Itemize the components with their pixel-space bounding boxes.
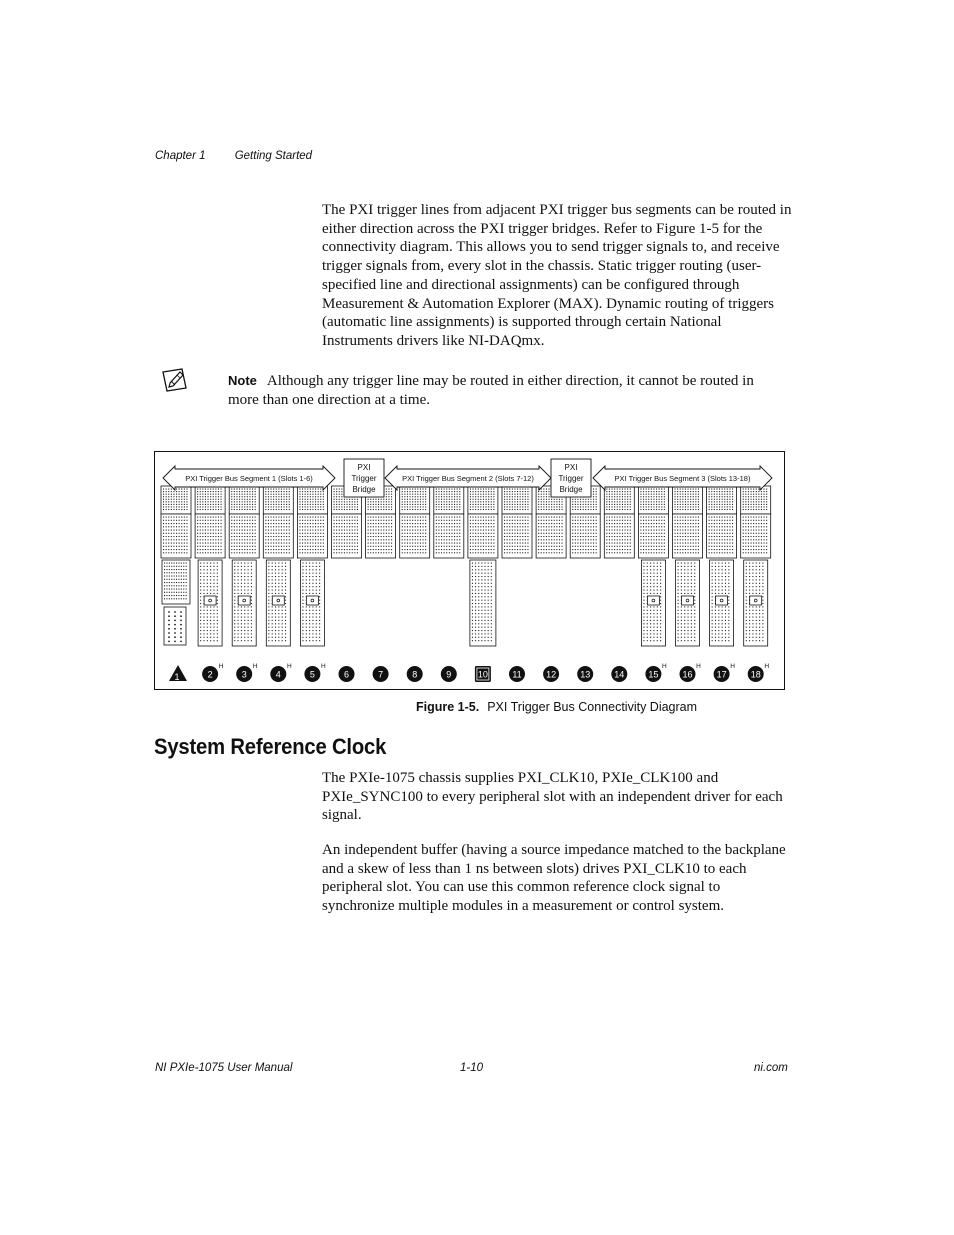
figure-title: PXI Trigger Bus Connectivity Diagram bbox=[487, 700, 698, 714]
trigger-bridge-2-label-line: Bridge bbox=[559, 485, 583, 494]
slot-number-label: 1 bbox=[174, 672, 180, 682]
slot-number-label: 15 bbox=[648, 669, 659, 680]
hybrid-slot-marker: H bbox=[662, 663, 667, 670]
slot-18-key bbox=[750, 596, 762, 605]
slot-1-aux-pin bbox=[180, 641, 182, 643]
intro-paragraph: The PXI trigger lines from adjacent PXI trigger bus segments can be routed in either direction across the PXI trigger bridges. Refer to Figure 1-5 for the connectivity diagram. This allows you to send trigger signals to, and receive trigger signals from, every slot in the chassis. Static trigger routing (user-specified line and directional assignments) can be configured through Measurement & Automation Explorer (MAX). Dynamic routing of triggers (automatic line assignments) is supported through certain National Instruments drivers like NI-DAQmx. bbox=[322, 202, 792, 349]
figure-caption bbox=[416, 700, 697, 714]
hybrid-slot-marker: H bbox=[764, 663, 770, 670]
slot-2-key bbox=[204, 596, 216, 605]
section-heading: System Reference Clock bbox=[154, 734, 387, 759]
slot-number-label: 12 bbox=[546, 669, 557, 680]
slot-1-aux-pin bbox=[180, 615, 182, 617]
section-label: Getting Started bbox=[234, 150, 313, 162]
slot-1-aux-pin bbox=[168, 624, 170, 626]
note-pencil-icon bbox=[160, 366, 190, 394]
hybrid-slot-marker: H bbox=[730, 663, 735, 670]
slot-1-aux-pin bbox=[180, 632, 182, 634]
slot-10-timing-connector-frame bbox=[470, 560, 496, 646]
slot-17-key bbox=[716, 596, 728, 605]
slot-number-label: 13 bbox=[580, 669, 591, 680]
slot-number-label: 5 bbox=[309, 669, 315, 680]
slot-1-aux-pin bbox=[174, 636, 176, 638]
slot-1-aux-pin bbox=[174, 624, 176, 626]
hybrid-slot-marker: H bbox=[252, 663, 258, 670]
slot-number-label: 4 bbox=[275, 669, 281, 680]
slot-number-label: 18 bbox=[750, 669, 761, 680]
note-label: Note bbox=[228, 373, 257, 388]
slot-1-aux-pin bbox=[168, 632, 170, 634]
footer-website: ni.com bbox=[754, 1062, 788, 1074]
slot-1-aux-pin bbox=[180, 636, 182, 638]
slot-number-label: 6 bbox=[343, 669, 350, 680]
footer-manual-title: NI PXIe-1075 User Manual bbox=[155, 1062, 293, 1074]
slot-1-aux-pin bbox=[174, 628, 176, 630]
slot-number-label: 11 bbox=[512, 669, 522, 680]
running-header bbox=[155, 150, 312, 162]
bus-segment-3-label: PXI Trigger Bus Segment 3 (Slots 13-18) bbox=[614, 474, 751, 483]
slot-1-aux-pin bbox=[168, 636, 170, 638]
trigger-bridge-1-label-line: Trigger bbox=[351, 474, 377, 483]
hybrid-slot-marker: H bbox=[321, 663, 326, 670]
slot-1-aux-pin bbox=[174, 632, 176, 634]
footer-page-number: 1-10 bbox=[460, 1062, 484, 1074]
trigger-bus-diagram bbox=[154, 451, 785, 690]
hybrid-slot-marker: H bbox=[696, 663, 701, 670]
slot-1-aux-pin bbox=[174, 615, 176, 617]
trigger-bridge-2-label-line: Trigger bbox=[558, 474, 584, 483]
slot-16-key bbox=[682, 596, 694, 605]
slot-1-aux-pin bbox=[174, 641, 176, 643]
slot-number-label: 9 bbox=[446, 669, 452, 680]
slot-number-label: 8 bbox=[412, 669, 418, 680]
trigger-bridge-1-label-line: Bridge bbox=[352, 485, 376, 494]
slot-number-label: 16 bbox=[682, 669, 693, 680]
slot-1-aux-pin bbox=[174, 611, 176, 613]
slot-number-label: 2 bbox=[207, 669, 213, 680]
note-text: Although any trigger line may be routed in either direction, it cannot be routed in more than one direction at a time. bbox=[228, 373, 754, 408]
slot-number-label: 10 bbox=[477, 669, 488, 680]
hybrid-slot-marker: H bbox=[286, 663, 292, 670]
slot-number-label: 14 bbox=[614, 669, 625, 680]
slot-1-aux-pin bbox=[168, 641, 170, 643]
slot-1-aux-pin bbox=[174, 620, 176, 622]
slot-1-aux-pin bbox=[180, 628, 182, 630]
hybrid-slot-marker: H bbox=[218, 663, 224, 670]
slot-number-label: 3 bbox=[241, 669, 247, 680]
note-block bbox=[228, 371, 788, 410]
slot-1-aux-pin bbox=[168, 620, 170, 622]
chapter-label: Chapter 1 bbox=[155, 150, 206, 162]
slot-1-aux-pin bbox=[180, 611, 182, 613]
figure-number: Figure 1-5. bbox=[416, 700, 480, 714]
bus-segment-2-label: PXI Trigger Bus Segment 2 (Slots 7-12) bbox=[402, 474, 534, 483]
slot-5-key bbox=[306, 596, 318, 605]
slot-3-key bbox=[238, 596, 250, 605]
bus-segment-1-label: PXI Trigger Bus Segment 1 (Slots 1-6) bbox=[185, 474, 313, 483]
slot-1-aux-pin bbox=[168, 628, 170, 630]
slot-1-aux-pin bbox=[180, 620, 182, 622]
trigger-bridge-1-label-line: PXI bbox=[357, 463, 371, 472]
slot-4-key bbox=[272, 596, 284, 605]
slot-1-aux-pin bbox=[168, 611, 170, 613]
trigger-bridge-2-label-line: PXI bbox=[564, 463, 578, 472]
clock-paragraph-2: An independent buffer (having a source impedance matched to the backplane and a skew of less than 1 ns between slots) drives PXI_CLK10 to each peripheral slot. You can use this common reference clock signal to synchronize multiple modules in a measurement or control system. bbox=[322, 842, 786, 915]
slot-1-aux-pin bbox=[180, 624, 182, 626]
slot-number-label: 17 bbox=[716, 669, 727, 680]
slot-1-aux-pin bbox=[168, 615, 170, 617]
slot-15-key bbox=[647, 596, 659, 605]
clock-paragraph-1: The PXIe-1075 chassis supplies PXI_CLK10, PXIe_CLK100 and PXIe_SYNC100 to every peripheral slot with an independent driver for each signal. bbox=[322, 770, 783, 824]
slot-number-label: 7 bbox=[378, 669, 384, 680]
